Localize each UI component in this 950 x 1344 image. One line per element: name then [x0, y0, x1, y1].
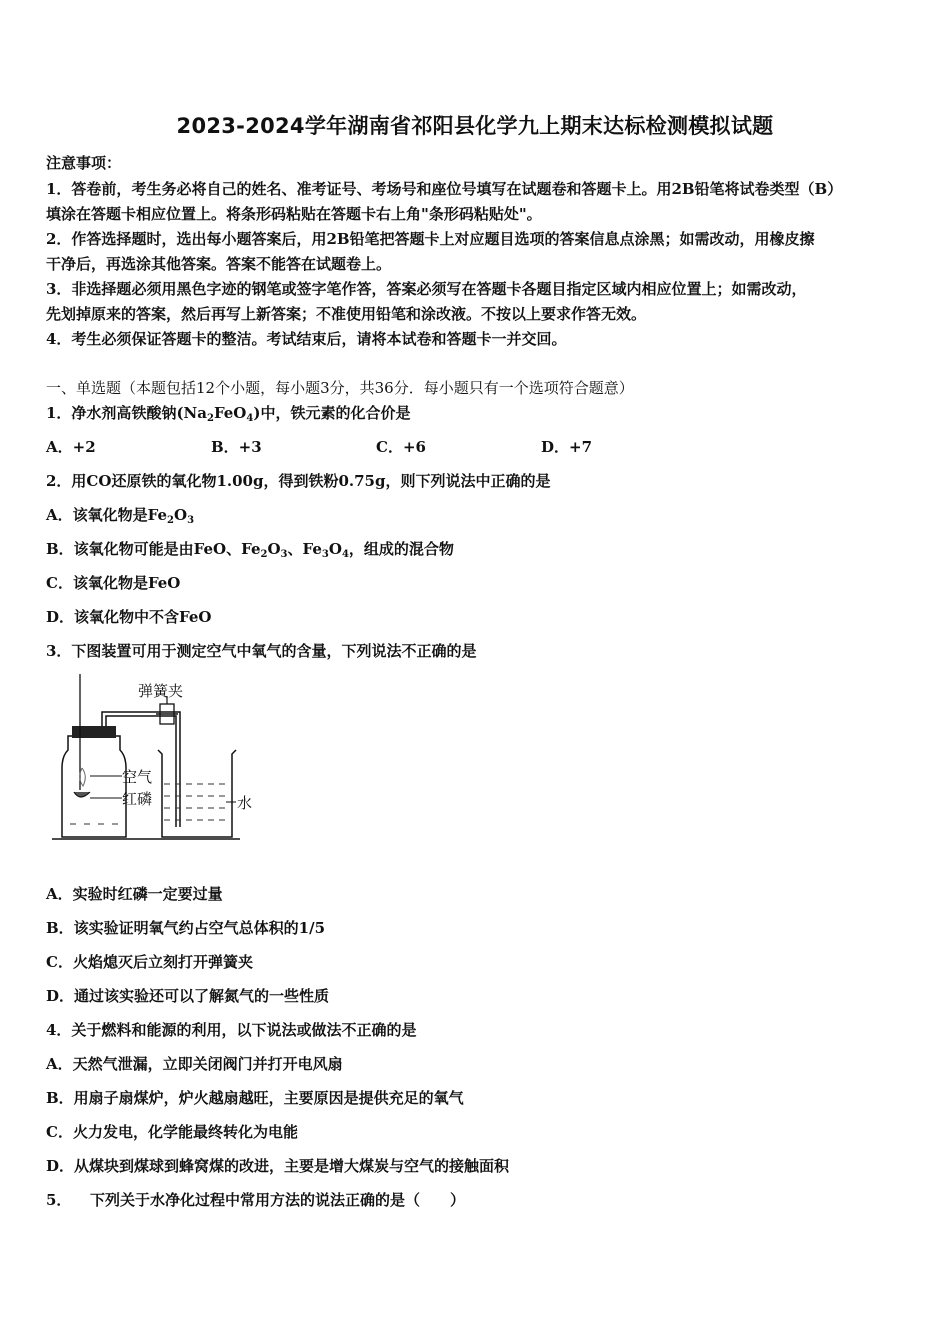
q2-option-d: D．该氧化物中不含FeO [46, 608, 212, 626]
question-5-number: 5． [46, 1191, 72, 1209]
q4-option-d: D．从煤块到煤球到蜂窝煤的改进，主要是增大煤炭与空气的接触面积 [46, 1157, 510, 1175]
beaker [158, 750, 236, 837]
page-title: 2023-2024学年湖南省祁阳县化学九上期末达标检测模拟试题 [176, 114, 774, 138]
combustion-spoon [74, 792, 90, 797]
q1-option-c: C．+6 [376, 438, 426, 456]
q3-option-a: A．实验时红磷一定要过量 [46, 885, 223, 903]
question-3-stem: 3．下图装置可用于测定空气中氧气的含量，下列说法不正确的是 [46, 642, 477, 660]
q4-option-b: B．用扇子扇煤炉，炉火越扇越旺，主要原因是提供充足的氧气 [46, 1089, 464, 1107]
notice-line: 4．考生必须保证答题卡的整洁。考试结束后，请将本试卷和答题卡一并交回。 [46, 330, 567, 348]
rubber-stopper [72, 726, 116, 738]
notice-line: 先划掉原来的答案，然后再写上新答案；不准使用铅笔和涂改液。不按以上要求作答无效。 [46, 305, 647, 323]
question-5-stem: 下列关于水净化过程中常用方法的说法正确的是（ ） [90, 1191, 466, 1209]
phosphorus-label: 红磷 [122, 790, 153, 808]
question-1-stem: 1．净水剂高铁酸钠$(Na_2FeO_4)$中，铁元素的化合价是 [46, 404, 411, 424]
notice-line: 干净后，再选涂其他答案。答案不能答在试题卷上。 [46, 255, 392, 273]
question-2-stem: 2．用CO还原铁的氧化物1.00g，得到铁粉0.75g，则下列说法中正确的是 [46, 472, 551, 490]
notice-line: 填涂在答题卡相应位置上。将条形码粘贴在答题卡右上角"条形码粘贴处"。 [46, 205, 542, 223]
notice-line: 1．答卷前，考生务必将自己的姓名、准考证号、考场号和座位号填写在试题卷和答题卡上。用2B铅笔将试卷类型（B） [46, 180, 843, 198]
q1-option-b: B．+3 [211, 438, 262, 456]
q3-option-b: B．该实验证明氧气约占空气总体积的1/5 [46, 919, 326, 937]
q3-option-c: C．火焰熄灭后立刻打开弹簧夹 [46, 953, 253, 971]
q2-option-a: A．该氧化物是$Fe_2O_3$ [46, 506, 195, 526]
notice-line: 3．非选择题必须用黑色字迹的钢笔或签字笔作答，答案必须写在答题卡各题目指定区域内相应位置上；如需改动， [46, 280, 807, 298]
q4-option-c: C．火力发电，化学能最终转化为电能 [46, 1123, 298, 1141]
question-4-stem: 4．关于燃料和能源的利用，以下说法或做法不正确的是 [46, 1021, 417, 1039]
q1-option-a: A．+2 [46, 438, 96, 456]
q2-option-b: B．该氧化物可能是由FeO、$Fe_2O_3$、$Fe_3O_4$，组成的混合物 [46, 540, 454, 560]
q2-option-c: C．该氧化物是FeO [46, 574, 181, 592]
notice-heading: 注意事项： [46, 154, 122, 172]
flask [62, 736, 126, 837]
oxygen-measurement-apparatus-figure [50, 672, 265, 847]
air-label: 空气 [122, 768, 153, 786]
section-heading: 一、单选题（本题包括12个小题，每小题3分，共36分．每小题只有一个选项符合题意） [46, 379, 634, 397]
clamp-label: 弹簧夹 [138, 682, 184, 700]
notice-line: 2．作答选择题时，选出每小题答案后，用2B铅笔把答题卡上对应题目选项的答案信息点涂黑；如需改动，用橡皮擦 [46, 230, 815, 248]
q4-option-a: A．天然气泄漏，立即关闭阀门并打开电风扇 [46, 1055, 343, 1073]
water-label: 水 [237, 794, 253, 812]
q3-option-d: D．通过该实验还可以了解氮气的一些性质 [46, 987, 330, 1005]
q1-option-d: D．+7 [541, 438, 593, 456]
